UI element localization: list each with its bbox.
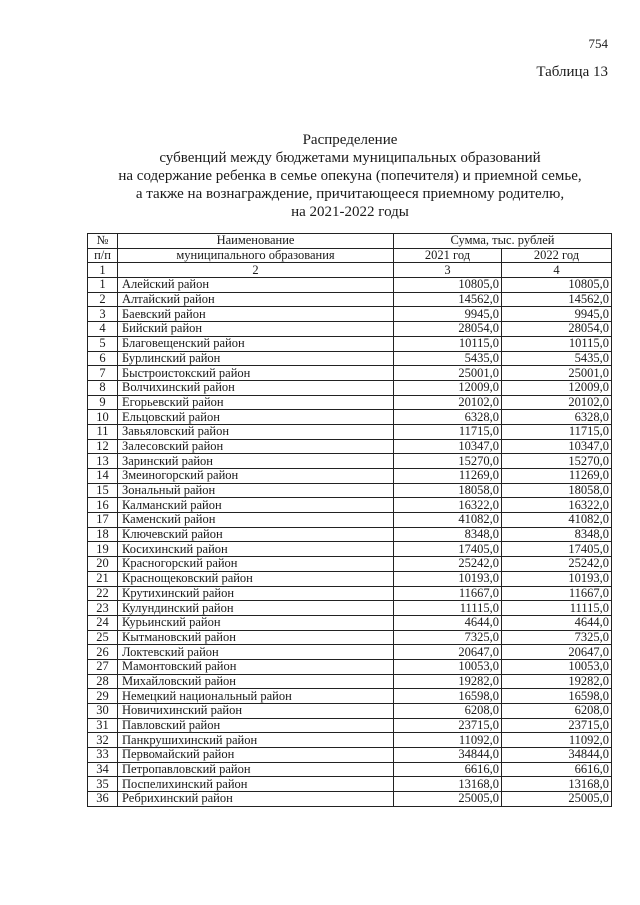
row-number: 28 xyxy=(88,674,118,689)
header-number-sub: п/п xyxy=(88,248,118,263)
row-number: 2 xyxy=(88,292,118,307)
municipality-name: Новичихинский район xyxy=(118,704,394,719)
table-row xyxy=(88,366,612,381)
table-row xyxy=(88,601,612,616)
row-number: 13 xyxy=(88,454,118,469)
title-line: а также на вознаграждение, причитающееся приемному родителю, xyxy=(135,186,565,202)
table-row xyxy=(88,322,612,337)
table-row xyxy=(88,307,612,322)
municipality-name: Ключевский район xyxy=(118,527,394,542)
row-number: 4 xyxy=(88,322,118,337)
amount-2021: 10805,0 xyxy=(394,278,502,293)
row-number: 33 xyxy=(88,748,118,763)
row-number: 25 xyxy=(88,630,118,645)
document-title xyxy=(90,131,610,221)
municipality-name: Егорьевский район xyxy=(118,395,394,410)
column-number: 1 xyxy=(88,263,118,278)
amount-2022: 25005,0 xyxy=(502,792,612,807)
amount-2022: 23715,0 xyxy=(502,718,612,733)
row-number: 8 xyxy=(88,380,118,395)
amount-2021: 12009,0 xyxy=(394,380,502,395)
amount-2021: 25005,0 xyxy=(394,792,502,807)
table-row xyxy=(88,792,612,807)
table-row xyxy=(88,674,612,689)
amount-2021: 16598,0 xyxy=(394,689,502,704)
table-row xyxy=(88,777,612,792)
row-number: 7 xyxy=(88,366,118,381)
amount-2022: 18058,0 xyxy=(502,483,612,498)
amount-2021: 11092,0 xyxy=(394,733,502,748)
amount-2021: 25242,0 xyxy=(394,557,502,572)
municipality-name: Змеиногорский район xyxy=(118,469,394,484)
amount-2022: 20102,0 xyxy=(502,395,612,410)
amount-2022: 10805,0 xyxy=(502,278,612,293)
municipality-name: Алтайский район xyxy=(118,292,394,307)
amount-2022: 19282,0 xyxy=(502,674,612,689)
page-number: 754 xyxy=(588,36,608,51)
row-number: 27 xyxy=(88,659,118,674)
municipality-name: Павловский район xyxy=(118,718,394,733)
amount-2021: 17405,0 xyxy=(394,542,502,557)
column-number: 2 xyxy=(118,263,394,278)
amount-2021: 7325,0 xyxy=(394,630,502,645)
amount-2021: 8348,0 xyxy=(394,527,502,542)
municipality-name: Залесовский район xyxy=(118,439,394,454)
row-number: 21 xyxy=(88,571,118,586)
municipality-name: Панкрушихинский район xyxy=(118,733,394,748)
municipality-name: Бийский район xyxy=(118,322,394,337)
table-row xyxy=(88,395,612,410)
amount-2021: 11715,0 xyxy=(394,424,502,439)
table-row xyxy=(88,586,612,601)
table-row xyxy=(88,527,612,542)
table-row xyxy=(88,733,612,748)
amount-2022: 6328,0 xyxy=(502,410,612,425)
table-row xyxy=(88,336,612,351)
amount-2022: 15270,0 xyxy=(502,454,612,469)
municipality-name: Краснощековский район xyxy=(118,571,394,586)
municipality-name: Поспелихинский район xyxy=(118,777,394,792)
row-number: 35 xyxy=(88,777,118,792)
table-row xyxy=(88,748,612,763)
amount-2021: 4644,0 xyxy=(394,615,502,630)
row-number: 1 xyxy=(88,278,118,293)
municipality-name: Зональный район xyxy=(118,483,394,498)
row-number: 23 xyxy=(88,601,118,616)
amount-2022: 12009,0 xyxy=(502,380,612,395)
amount-2022: 6616,0 xyxy=(502,762,612,777)
amount-2022: 4644,0 xyxy=(502,615,612,630)
table-row xyxy=(88,513,612,528)
municipality-name: Мамонтовский район xyxy=(118,659,394,674)
amount-2021: 16322,0 xyxy=(394,498,502,513)
amount-2021: 9945,0 xyxy=(394,307,502,322)
row-number: 24 xyxy=(88,615,118,630)
municipality-name: Первомайский район xyxy=(118,748,394,763)
amount-2021: 5435,0 xyxy=(394,351,502,366)
column-number: 3 xyxy=(394,263,502,278)
amount-2022: 6208,0 xyxy=(502,704,612,719)
amount-2022: 41082,0 xyxy=(502,513,612,528)
amount-2022: 13168,0 xyxy=(502,777,612,792)
table-row xyxy=(88,615,612,630)
amount-2021: 19282,0 xyxy=(394,674,502,689)
amount-2022: 20647,0 xyxy=(502,645,612,660)
amount-2022: 5435,0 xyxy=(502,351,612,366)
amount-2022: 9945,0 xyxy=(502,307,612,322)
table-row xyxy=(88,454,612,469)
column-number: 4 xyxy=(502,263,612,278)
amount-2022: 14562,0 xyxy=(502,292,612,307)
amount-2021: 10115,0 xyxy=(394,336,502,351)
municipality-name: Кулундинский район xyxy=(118,601,394,616)
table-row xyxy=(88,278,612,293)
amount-2022: 10193,0 xyxy=(502,571,612,586)
municipality-name: Баевский район xyxy=(118,307,394,322)
amount-2021: 6328,0 xyxy=(394,410,502,425)
municipality-name: Заринский район xyxy=(118,454,394,469)
subventions-table xyxy=(87,233,612,807)
municipality-name: Локтевский район xyxy=(118,645,394,660)
amount-2022: 16598,0 xyxy=(502,689,612,704)
row-number: 26 xyxy=(88,645,118,660)
table-label: Таблица 13 xyxy=(536,64,608,80)
row-number: 18 xyxy=(88,527,118,542)
municipality-name: Благовещенский район xyxy=(118,336,394,351)
amount-2021: 20102,0 xyxy=(394,395,502,410)
amount-2022: 28054,0 xyxy=(502,322,612,337)
municipality-name: Алейский район xyxy=(118,278,394,293)
header-name-sub: муниципального образования xyxy=(118,248,394,263)
municipality-name: Ребрихинский район xyxy=(118,792,394,807)
table-body xyxy=(88,278,612,807)
header-name: Наименование xyxy=(118,234,394,249)
municipality-name: Косихинский район xyxy=(118,542,394,557)
amount-2022: 10053,0 xyxy=(502,659,612,674)
amount-2021: 13168,0 xyxy=(394,777,502,792)
table-row xyxy=(88,645,612,660)
municipality-name: Волчихинский район xyxy=(118,380,394,395)
amount-2021: 34844,0 xyxy=(394,748,502,763)
amount-2021: 20647,0 xyxy=(394,645,502,660)
row-number: 11 xyxy=(88,424,118,439)
table-row xyxy=(88,424,612,439)
amount-2022: 34844,0 xyxy=(502,748,612,763)
title-line: на 2021-2022 годы xyxy=(291,204,409,220)
row-number: 14 xyxy=(88,469,118,484)
municipality-name: Каменский район xyxy=(118,513,394,528)
title-line: на содержание ребенка в семье опекуна (попечителя) и приемной семье, xyxy=(118,168,582,184)
table-row xyxy=(88,571,612,586)
municipality-name: Курьинский район xyxy=(118,615,394,630)
row-number: 9 xyxy=(88,395,118,410)
header-year-2021: 2021 год xyxy=(394,248,502,263)
table-row xyxy=(88,410,612,425)
amount-2021: 28054,0 xyxy=(394,322,502,337)
amount-2021: 18058,0 xyxy=(394,483,502,498)
municipality-name: Немецкий национальный район xyxy=(118,689,394,704)
row-number: 17 xyxy=(88,513,118,528)
title-line: субвенций между бюджетами муниципальных образований xyxy=(159,150,541,166)
table-row xyxy=(88,483,612,498)
table-row xyxy=(88,689,612,704)
row-number: 36 xyxy=(88,792,118,807)
municipality-name: Калманский район xyxy=(118,498,394,513)
amount-2021: 11667,0 xyxy=(394,586,502,601)
municipality-name: Завьяловский район xyxy=(118,424,394,439)
row-number: 10 xyxy=(88,410,118,425)
amount-2021: 6616,0 xyxy=(394,762,502,777)
amount-2021: 25001,0 xyxy=(394,366,502,381)
amount-2021: 6208,0 xyxy=(394,704,502,719)
row-number: 22 xyxy=(88,586,118,601)
amount-2022: 11715,0 xyxy=(502,424,612,439)
table-row xyxy=(88,351,612,366)
header-sum: Сумма, тыс. рублей xyxy=(394,234,612,249)
municipality-name: Михайловский район xyxy=(118,674,394,689)
row-number: 29 xyxy=(88,689,118,704)
title-line: Распределение xyxy=(302,132,398,148)
row-number: 19 xyxy=(88,542,118,557)
row-number: 20 xyxy=(88,557,118,572)
table-row xyxy=(88,380,612,395)
amount-2022: 10347,0 xyxy=(502,439,612,454)
row-number: 31 xyxy=(88,718,118,733)
amount-2021: 10053,0 xyxy=(394,659,502,674)
municipality-name: Красногорский район xyxy=(118,557,394,572)
table-row xyxy=(88,630,612,645)
municipality-name: Крутихинский район xyxy=(118,586,394,601)
amount-2022: 17405,0 xyxy=(502,542,612,557)
row-number: 12 xyxy=(88,439,118,454)
table-row xyxy=(88,292,612,307)
amount-2021: 23715,0 xyxy=(394,718,502,733)
table-row xyxy=(88,659,612,674)
table-row xyxy=(88,439,612,454)
amount-2021: 15270,0 xyxy=(394,454,502,469)
row-number: 15 xyxy=(88,483,118,498)
row-number: 5 xyxy=(88,336,118,351)
amount-2022: 11092,0 xyxy=(502,733,612,748)
row-number: 3 xyxy=(88,307,118,322)
table-row xyxy=(88,542,612,557)
row-number: 16 xyxy=(88,498,118,513)
row-number: 30 xyxy=(88,704,118,719)
amount-2022: 7325,0 xyxy=(502,630,612,645)
municipality-name: Быстроистокский район xyxy=(118,366,394,381)
row-number: 32 xyxy=(88,733,118,748)
amount-2022: 16322,0 xyxy=(502,498,612,513)
amount-2022: 8348,0 xyxy=(502,527,612,542)
header-year-2022: 2022 год xyxy=(502,248,612,263)
amount-2021: 11269,0 xyxy=(394,469,502,484)
table-row xyxy=(88,762,612,777)
table-row xyxy=(88,498,612,513)
municipality-name: Бурлинский район xyxy=(118,351,394,366)
amount-2022: 11115,0 xyxy=(502,601,612,616)
table-row xyxy=(88,557,612,572)
amount-2021: 10347,0 xyxy=(394,439,502,454)
header-number: № xyxy=(88,234,118,249)
amount-2022: 25242,0 xyxy=(502,557,612,572)
amount-2021: 41082,0 xyxy=(394,513,502,528)
amount-2022: 25001,0 xyxy=(502,366,612,381)
amount-2021: 14562,0 xyxy=(394,292,502,307)
municipality-name: Петропавловский район xyxy=(118,762,394,777)
amount-2022: 11667,0 xyxy=(502,586,612,601)
amount-2021: 10193,0 xyxy=(394,571,502,586)
amount-2022: 11269,0 xyxy=(502,469,612,484)
row-number: 6 xyxy=(88,351,118,366)
table-row xyxy=(88,718,612,733)
amount-2021: 11115,0 xyxy=(394,601,502,616)
municipality-name: Кытмановский район xyxy=(118,630,394,645)
municipality-name: Ельцовский район xyxy=(118,410,394,425)
table-row xyxy=(88,469,612,484)
amount-2022: 10115,0 xyxy=(502,336,612,351)
row-number: 34 xyxy=(88,762,118,777)
table-row xyxy=(88,704,612,719)
